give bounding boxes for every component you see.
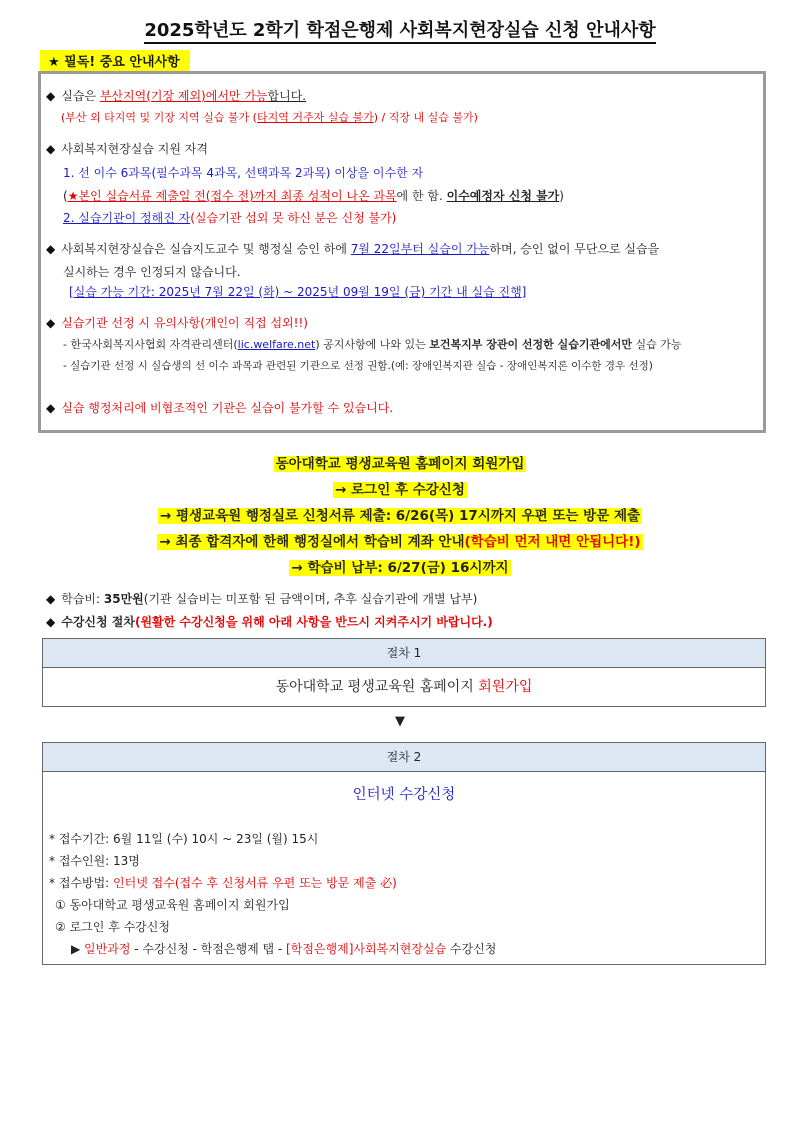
qualification-rule-1: 1. 선 이수 6과목(필수과목 4과목, 선택과목 2과목) 이상을 이수한 자 [63,166,424,180]
notice-item-approval-cont: 실시하는 경우 인정되지 않습니다. [63,265,241,279]
notice-box [38,71,766,433]
step2-menu-path: ▶ 일반과정 - 수강신청 - 학점은행제 탭 - [학점은행제]사회복지현장실습 수강신청 [71,942,497,956]
step2-option-2: ② 로그인 후 수강신청 [55,920,170,934]
right-triangle-icon: ▶ [71,942,85,956]
notice-item-region: ◆ 실습은 부산지역(기장 제외)에서만 가능합니다. [46,89,307,103]
flow-step-account: → 최종 합격자에 한해 행정실에서 학습비 계좌 안내(학습비 먼저 내면 안됩니다!) [159,534,641,550]
notice-item-warning: ◆ 실습 행정처리에 비협조적인 기관은 실습이 불가할 수 있습니다. [46,401,394,415]
notice-item-qualification: ◆ 사회복지현장실습 지원 자격 [46,142,208,156]
diamond-icon: ◆ [46,142,56,156]
practice-period: [실습 가능 기간: 2025년 7월 22일 (화) ~ 2025년 09월 19일 (금) 기간 내 실습 진행] [69,285,527,299]
notice-item-approval: ◆ 사회복지현장실습은 실습지도교수 및 행정실 승인 하에 7월 22일부터 실습이 가능하며, 승인 없이 무단으로 실습을 [46,242,660,256]
notice-item-region-sub: (부산 외 타지역 및 기장 지역 실습 불가 (타지역 거주자 실습 불가) / 직장 내 실습 불가) [61,111,478,124]
diamond-icon: ◆ [46,401,56,415]
diamond-icon: ◆ [46,592,56,606]
diamond-icon: ◆ [46,242,56,256]
step2-method: * 접수방법: 인터넷 접수(접수 후 신청서류 우편 또는 방문 제출 必) [49,876,397,890]
must-read-badge: ★ 필독! 중요 안내사항 [40,50,190,71]
page-title: 2025학년도 2학기 학점은행제 사회복지현장실습 신청 안내사항 [0,16,800,42]
welfare-link[interactable]: lic.welfare.net [237,338,316,351]
flow-step-payment: → 학습비 납부: 6/27(금) 16시까지 [291,560,509,576]
flow-step-login: → 로그인 후 수강신청 [335,482,465,498]
step2-header: 절차 2 [42,742,766,772]
step2-period: * 접수기간: 6월 11일 (수) 10시 ~ 23일 (월) 15시 [49,832,319,846]
flow-step-submit: → 평생교육원 행정실로 신청서류 제출: 6/26(목) 17시까지 우편 또는 방문 제출 [159,508,641,524]
flow-step-join: 동아대학교 평생교육원 홈페이지 회원가입 [275,456,525,472]
step2-option-1: ① 동아대학교 평생교육원 홈페이지 회원가입 [55,898,290,912]
step1-header: 절차 1 [42,638,766,668]
diamond-icon: ◆ [46,316,56,330]
step2-body [42,771,766,965]
diamond-icon: ◆ [46,615,56,629]
institution-note-2: - 실습기관 선정 시 실습생의 선 이수 과목과 관련된 기관으로 선정 권함.(예: 장애인복지관 실습 - 장애인복지론 이수한 경우 선정) [63,360,653,372]
step2-quota: * 접수인원: 13명 [49,854,140,868]
down-triangle-icon: ▼ [395,714,405,729]
step2-title: 인터넷 수강신청 [352,787,456,803]
qualification-rule-2: 2. 실습기관이 정해진 자(실습기관 섭외 못 하신 분은 신청 불가) [63,211,397,225]
institution-note-1: - 한국사회복지사협회 자격관리센터(lic.welfare.net) 공지사항에 나와 있는 보건복지부 장관이 선정한 실습기관에서만 실습 가능 [63,338,682,351]
tuition-fee: ◆ 학습비: 35만원(기관 실습비는 미포함 된 금액이며, 추후 실습기관에 개별 납부) [46,592,478,606]
step1-body: 동아대학교 평생교육원 홈페이지 회원가입 [42,667,766,707]
qualification-rule-1-note: (★본인 실습서류 제출일 전(접수 전)까지 최종 성적이 나온 과목에 한 함. 이수예정자 신청 불가) [63,189,564,203]
procedure-intro: ◆ 수강신청 절차(원활한 수강신청을 위해 아래 사항을 반드시 지켜주시기 바랍니다.) [46,615,493,629]
notice-item-institution: ◆ 실습기관 선정 시 유의사항(개인이 직접 섭외!!) [46,316,308,330]
diamond-icon: ◆ [46,89,56,103]
